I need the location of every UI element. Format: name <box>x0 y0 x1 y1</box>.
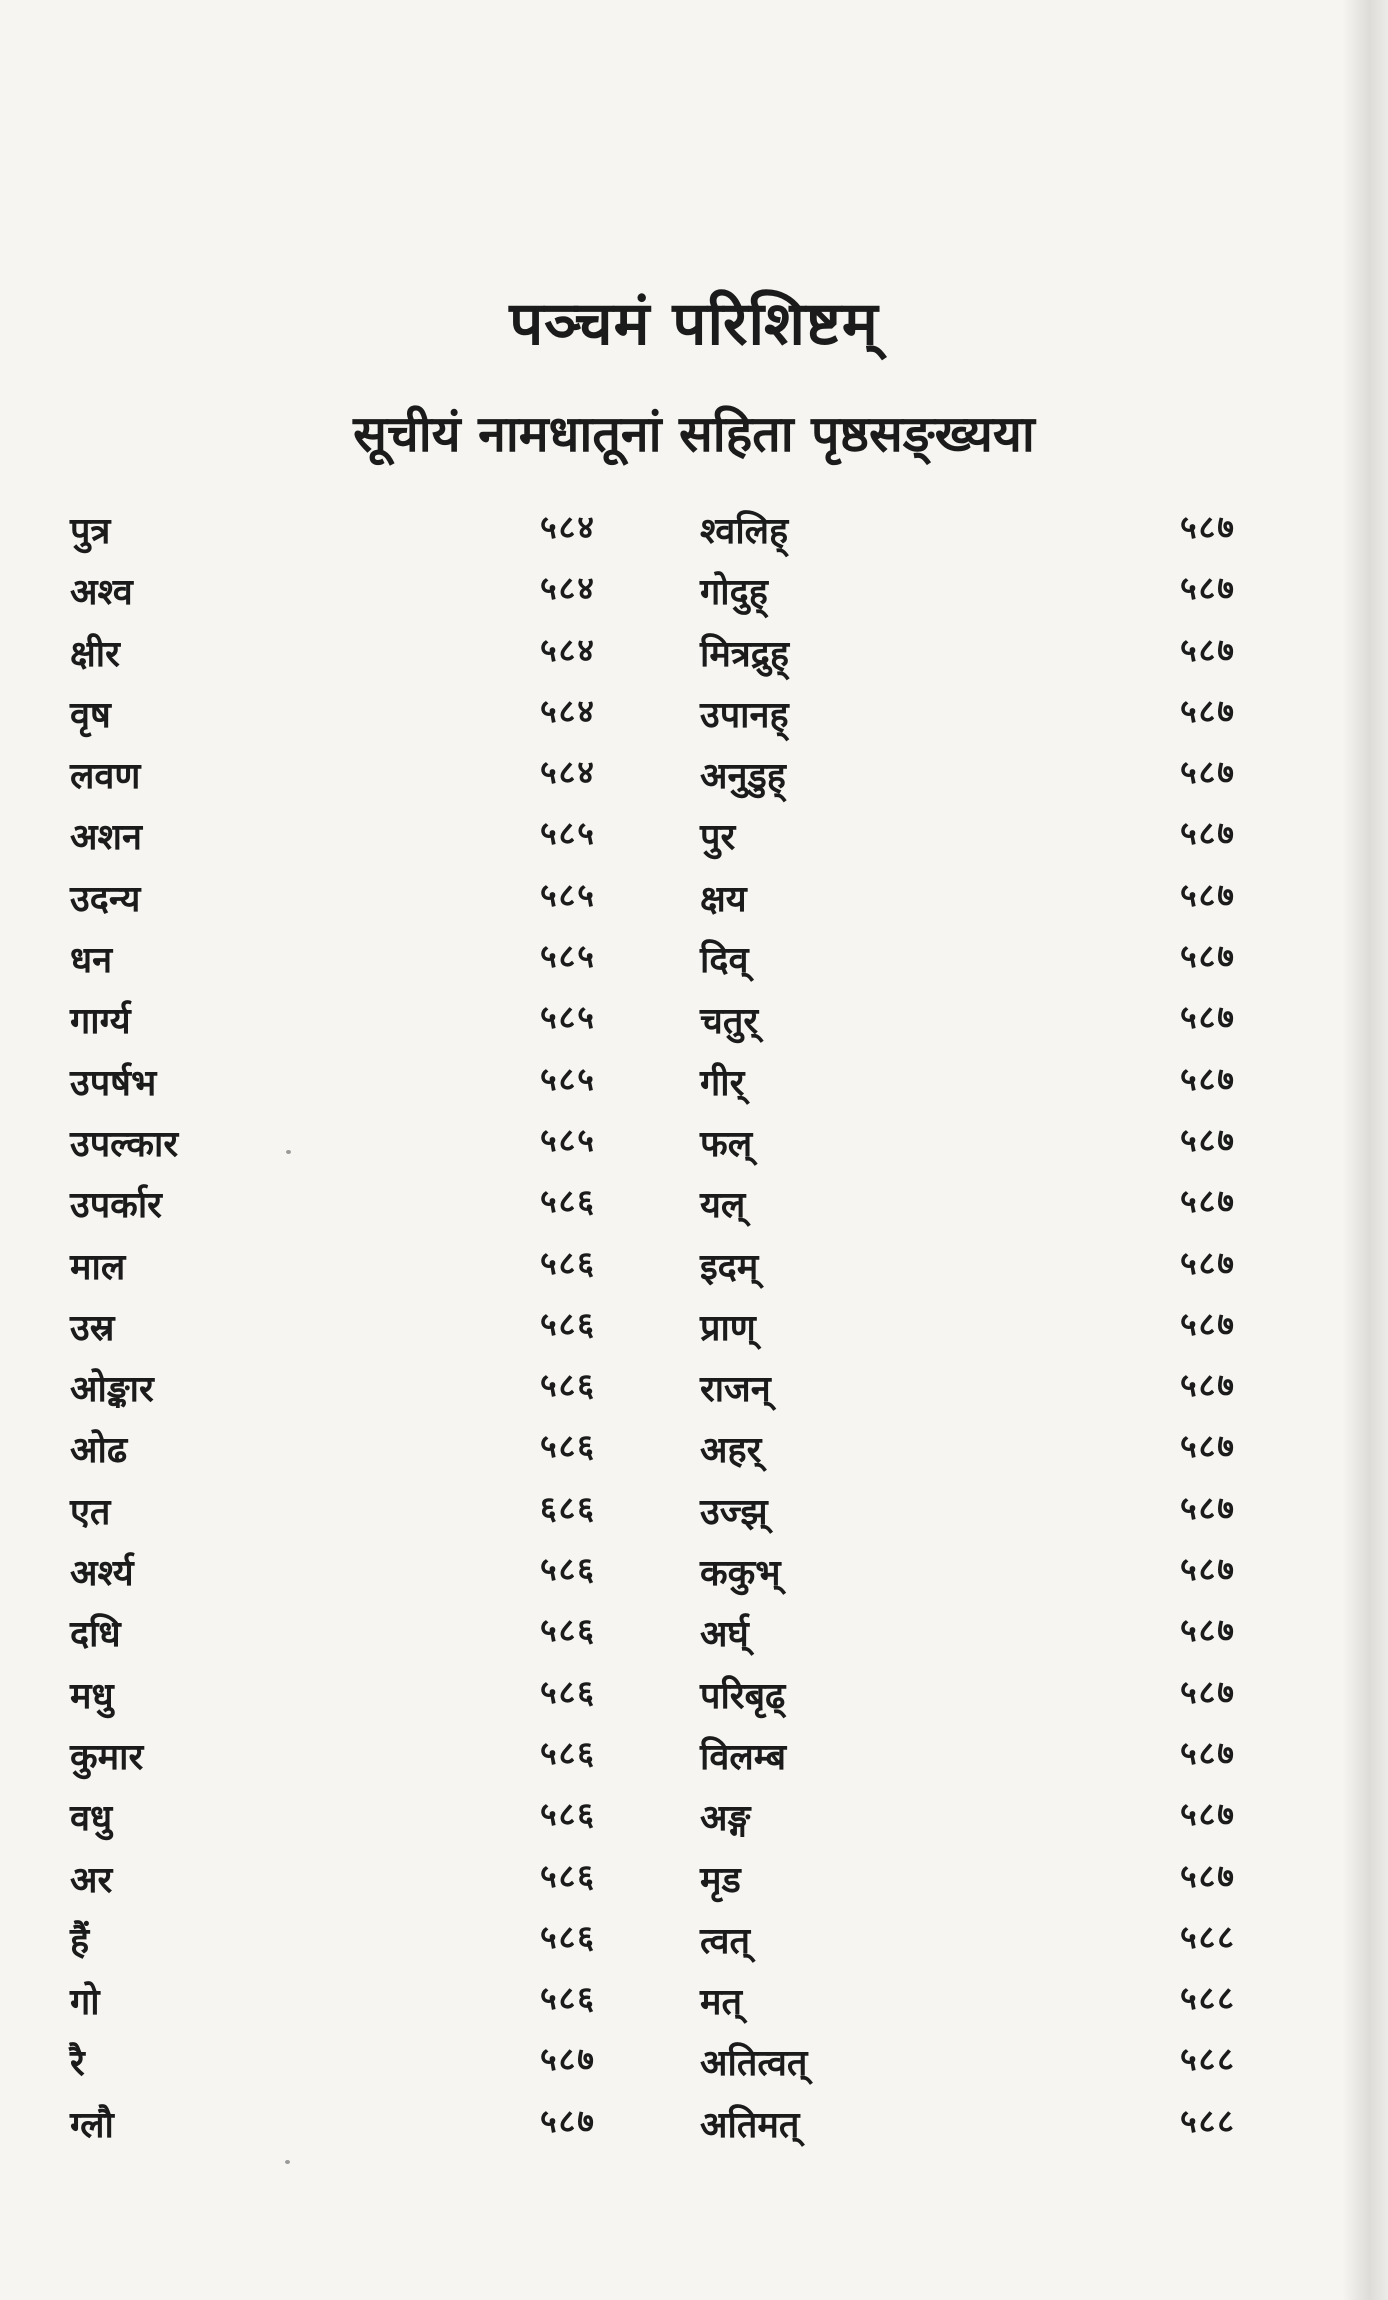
word-left: ओढ <box>70 1430 128 1472</box>
word-right: अङ्ग <box>700 1798 751 1840</box>
word-left: कुमार <box>70 1736 144 1778</box>
word-right: चतुर् <box>700 1001 759 1043</box>
index-row <box>0 1302 1388 1363</box>
word-right: श्वलिह् <box>700 511 789 552</box>
index-row <box>0 1486 1388 1547</box>
page-number-right: ५८७ <box>1180 1304 1236 1343</box>
index-row <box>0 689 1388 750</box>
index-row <box>0 873 1388 934</box>
page-number-right: ५८७ <box>1180 1795 1236 1834</box>
page-number-right: ५८७ <box>1180 1120 1236 1159</box>
page-number-right: ५८७ <box>1180 1182 1236 1221</box>
word-right: मित्रद्रुह् <box>700 633 789 675</box>
index-row <box>0 995 1388 1056</box>
word-right: क्षय <box>700 878 747 920</box>
page-number-right: ५८७ <box>1180 1550 1236 1589</box>
index-row <box>0 1854 1388 1915</box>
index-table <box>0 505 1388 2160</box>
page-number-right: ५८७ <box>1180 1672 1236 1711</box>
page-number-right: ५८७ <box>1180 1611 1236 1650</box>
word-left: अशन <box>70 817 142 859</box>
word-left: अर्श्य <box>70 1553 134 1595</box>
word-right: गोदुह् <box>700 572 768 614</box>
word-left: अश्व <box>70 572 133 614</box>
word-right: अहर् <box>700 1430 762 1472</box>
page-number-left: ५८५ <box>540 937 596 976</box>
page-number-left: ५८४ <box>540 691 596 730</box>
word-right: इदम् <box>700 1246 759 1288</box>
index-row <box>0 2099 1388 2160</box>
word-left: ओङ्कार <box>70 1369 154 1411</box>
word-right: अनुडुह् <box>700 756 786 798</box>
page-number-right: ५८८ <box>1180 1917 1236 1956</box>
word-left: अर <box>70 1859 113 1901</box>
index-row <box>0 1792 1388 1853</box>
page-number-left: ५८४ <box>540 569 596 608</box>
page-number-right: ५८७ <box>1180 1427 1236 1466</box>
word-right: फल् <box>700 1123 753 1165</box>
word-right: राजन् <box>700 1369 771 1411</box>
page-number-right: ५८७ <box>1180 875 1236 914</box>
index-row <box>0 2037 1388 2098</box>
page-number-left: ५८५ <box>540 1059 596 1098</box>
word-right: अर्घ् <box>700 1614 749 1656</box>
word-left: पुत्र <box>70 511 111 552</box>
word-left: क्षीर <box>70 633 120 675</box>
page-number-left: ५८६ <box>540 1979 596 2018</box>
page-number-right: ५८७ <box>1180 1856 1236 1895</box>
word-left: माल <box>70 1246 126 1288</box>
page-number-left: ५८६ <box>540 1427 596 1466</box>
word-left: वधु <box>70 1798 113 1840</box>
word-right: दिव् <box>700 940 749 982</box>
page-number-right: ५८७ <box>1180 1488 1236 1527</box>
word-right: अतित्वत् <box>700 2043 808 2085</box>
page-number-left: ५८५ <box>540 814 596 853</box>
page-number-right: ५८७ <box>1180 814 1236 853</box>
word-right: पुर <box>700 817 736 859</box>
word-left: गार्ग्य <box>70 1001 131 1043</box>
index-row <box>0 1976 1388 2037</box>
word-left: उदन्य <box>70 878 141 920</box>
page-number-left: ५८६ <box>540 1304 596 1343</box>
word-right: अतिमत् <box>700 2104 800 2146</box>
index-row <box>0 1608 1388 1669</box>
word-right: परिबृढ् <box>700 1675 786 1717</box>
page-number-left: ५८५ <box>540 998 596 1037</box>
word-left: उपर्षभ <box>70 1062 157 1104</box>
word-left: मधु <box>70 1675 114 1717</box>
page-number-right: ५८८ <box>1180 2040 1236 2079</box>
scan-speck <box>285 2160 290 2164</box>
page-number-left: ५८५ <box>540 1120 596 1159</box>
page-number-left: ५८७ <box>540 2101 596 2140</box>
page-number-left: ५८४ <box>540 630 596 669</box>
page-number-left: ५८६ <box>540 1366 596 1405</box>
word-left: ग्लौ <box>70 2104 114 2146</box>
page-number-right: ५८८ <box>1180 1979 1236 2018</box>
page-number-right: ५८८ <box>1180 2101 1236 2140</box>
word-left: वृष <box>70 694 111 736</box>
scan-speck <box>286 1150 291 1154</box>
word-right: यल् <box>700 1185 746 1227</box>
word-left: उस्र <box>70 1307 115 1349</box>
word-right: उपानह् <box>700 694 789 736</box>
page-number-left: ५८७ <box>540 2040 596 2079</box>
word-right: विलम्ब <box>700 1736 787 1778</box>
word-right: ककुभ् <box>700 1553 781 1595</box>
word-right: गीर् <box>700 1062 745 1104</box>
page-number-right: ५८७ <box>1180 998 1236 1037</box>
word-left: लवण <box>70 756 141 798</box>
index-row <box>0 1731 1388 1792</box>
index-row <box>0 505 1388 566</box>
index-row <box>0 934 1388 995</box>
index-row <box>0 628 1388 689</box>
index-row <box>0 1363 1388 1424</box>
page-number-left: ५८६ <box>540 1550 596 1589</box>
index-row <box>0 1547 1388 1608</box>
appendix-title: पञ्चमं परिशिष्टम् <box>509 289 879 359</box>
word-right: मृड <box>700 1859 741 1901</box>
index-row <box>0 1915 1388 1976</box>
page-number-right: ५८७ <box>1180 937 1236 976</box>
page-number-right: ५८७ <box>1180 1366 1236 1405</box>
page-number-right: ५८७ <box>1180 1733 1236 1772</box>
word-left: गो <box>70 1982 100 2024</box>
page-number-right: ५८७ <box>1180 1059 1236 1098</box>
page-number-left: ५८६ <box>540 1795 596 1834</box>
index-row <box>0 750 1388 811</box>
page-number-left: ५८६ <box>540 1856 596 1895</box>
word-right: उज्झ् <box>700 1491 768 1533</box>
page-number-right: ५८७ <box>1180 1243 1236 1282</box>
page-number-left: ५८६ <box>540 1611 596 1650</box>
page-number-left: ५८४ <box>540 508 596 546</box>
index-row <box>0 1057 1388 1118</box>
word-right: मत् <box>700 1982 743 2024</box>
page-number-left: ५८६ <box>540 1733 596 1772</box>
page-number-right: ५८७ <box>1180 691 1236 730</box>
word-left: उपर्कार <box>70 1185 162 1227</box>
page-number-right: ५८७ <box>1180 753 1236 792</box>
index-row <box>0 1424 1388 1485</box>
word-left: एत <box>70 1491 111 1533</box>
page-number-left: ६८६ <box>540 1488 596 1527</box>
word-left: धन <box>70 940 113 982</box>
word-right: त्वत् <box>700 1920 751 1962</box>
index-row <box>0 566 1388 627</box>
page-number-left: ५८६ <box>540 1243 596 1282</box>
appendix-subtitle: सूचीयं नामधातूनां सहिता पृष्ठसङ्ख्यया <box>353 405 1035 463</box>
index-row <box>0 1179 1388 1240</box>
page-number-left: ५८५ <box>540 875 596 914</box>
page-number-left: ५८४ <box>540 753 596 792</box>
page-number-right: ५८७ <box>1180 508 1236 546</box>
index-row <box>0 1670 1388 1731</box>
index-row <box>0 1241 1388 1302</box>
word-left: रै <box>70 2043 85 2085</box>
page-number-right: ५८७ <box>1180 630 1236 669</box>
index-row <box>0 1118 1388 1179</box>
word-left: दधि <box>70 1614 121 1656</box>
page-number-left: ५८६ <box>540 1182 596 1221</box>
page-number-left: ५८६ <box>540 1917 596 1956</box>
word-right: प्राण् <box>700 1307 756 1349</box>
index-row <box>0 811 1388 872</box>
word-left: हैं <box>70 1920 90 1962</box>
page-number-left: ५८६ <box>540 1672 596 1711</box>
word-left: उपल्कार <box>70 1123 179 1165</box>
page-number-right: ५८७ <box>1180 569 1236 608</box>
